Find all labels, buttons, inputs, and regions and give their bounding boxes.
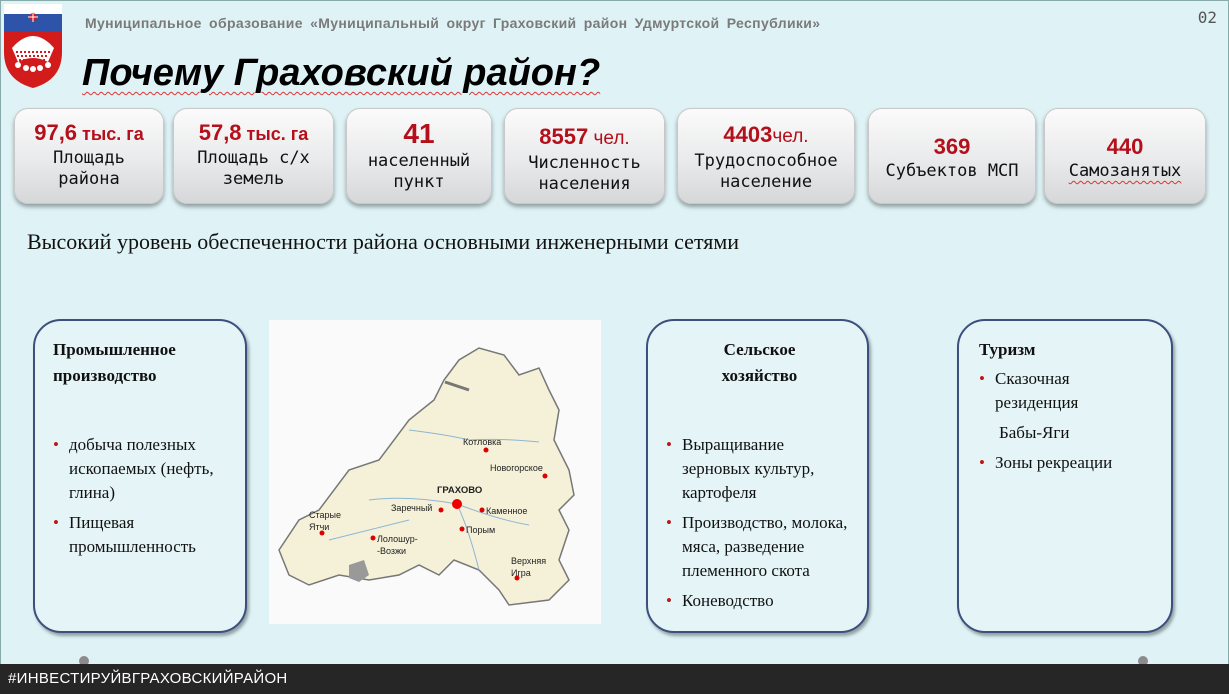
stat-label: Самозанятых xyxy=(1068,161,1182,181)
industry-card xyxy=(33,319,247,633)
stat-label: Трудоспособное население xyxy=(694,151,838,192)
stat-card-workforce xyxy=(677,108,855,204)
map-label-starye: Старые xyxy=(309,510,342,520)
map-label-verkhnyaya: Верхняя xyxy=(511,556,547,566)
map-label-kamennoe: Каменное xyxy=(486,506,528,516)
stat-unit: тыс. га xyxy=(241,124,309,144)
stat-card-sme xyxy=(868,108,1036,204)
district-emblem-icon xyxy=(2,2,64,90)
page-title: Почему Граховский район? xyxy=(82,52,601,94)
list-item: • Сказочная резиденция xyxy=(979,367,1157,415)
municipality-name: Муниципальное образование «Муниципальный округ Граховский район Удмуртской Республики» xyxy=(85,15,821,31)
stat-value: 97,6 xyxy=(34,120,78,145)
stat-unit: чел. xyxy=(772,126,809,147)
list-item: • Коневодство xyxy=(666,589,853,613)
list-item: • добыча полезных ископаемых (нефть, глина) xyxy=(53,433,227,505)
list-item: • Пищевая промышленность xyxy=(53,511,227,559)
industry-list xyxy=(53,433,227,559)
page-number: 02 xyxy=(1197,8,1217,27)
stat-card-settlements xyxy=(346,108,492,204)
district-boundary xyxy=(279,348,574,605)
map-label-grakhovo: ГРАХОВО xyxy=(437,485,483,496)
stat-value: 57,8 xyxy=(198,120,242,145)
stat-card-area xyxy=(14,108,164,204)
card-title: Туризм xyxy=(979,340,1036,359)
stat-label: Численность населения xyxy=(528,153,641,194)
stat-unit: тыс. га xyxy=(77,124,144,144)
stat-label: населенный пункт xyxy=(367,151,471,192)
stat-value: 440 xyxy=(1106,134,1144,159)
card-title: Сельское хозяйство xyxy=(721,340,798,385)
stat-value: 369 xyxy=(933,134,971,159)
map-label-igra: Игра xyxy=(511,568,531,578)
stat-label: Субъектов МСП xyxy=(885,161,1019,181)
stat-card-selfemployed xyxy=(1044,108,1206,204)
list-item: • Выращивание зерновых культур, картофеля xyxy=(666,433,853,505)
map-label-zarechny: Заречный xyxy=(391,503,433,513)
infrastructure-subtitle: Высокий уровень обеспеченности района основными инженерными сетями xyxy=(27,229,740,254)
map-label-vozzhi: -Возжи xyxy=(377,546,407,556)
card-title: Промышленное производство xyxy=(53,340,176,385)
stat-label: Площадь с/х земель xyxy=(197,148,310,189)
stat-card-farmland xyxy=(173,108,334,204)
district-map xyxy=(269,320,601,624)
agriculture-list xyxy=(666,433,853,613)
map-label-porym: Порым xyxy=(466,525,496,535)
stat-card-population xyxy=(504,108,665,204)
city-marker xyxy=(452,499,462,509)
map-label-yatchi: Ятчи xyxy=(309,522,330,532)
stat-value: 4403 xyxy=(723,122,773,147)
stat-unit: чел. xyxy=(588,128,630,149)
tourism-card xyxy=(957,319,1173,633)
list-item-continuation: Бабы-Яги xyxy=(999,423,1070,442)
stat-label: Площадь района xyxy=(53,148,125,189)
tourism-list-2 xyxy=(979,451,1157,475)
agriculture-card xyxy=(646,319,869,633)
map-label-novogorskoe: Новогорское xyxy=(490,463,543,473)
footer-hashtag: #ИНВЕСТИРУЙВГРАХОВСКИЙРАЙОН xyxy=(0,664,1229,694)
stat-value: 41 xyxy=(403,118,435,149)
map-label-loloshur: Лолошур- xyxy=(377,534,418,544)
list-item: • Производство, молока, мяса, разведение племенного скота xyxy=(666,511,853,583)
map-label-kotlovka: Котловка xyxy=(463,437,502,447)
stat-value: 8557 xyxy=(539,124,589,149)
tourism-list xyxy=(979,367,1157,415)
list-item: • Зоны рекреации xyxy=(979,451,1157,475)
